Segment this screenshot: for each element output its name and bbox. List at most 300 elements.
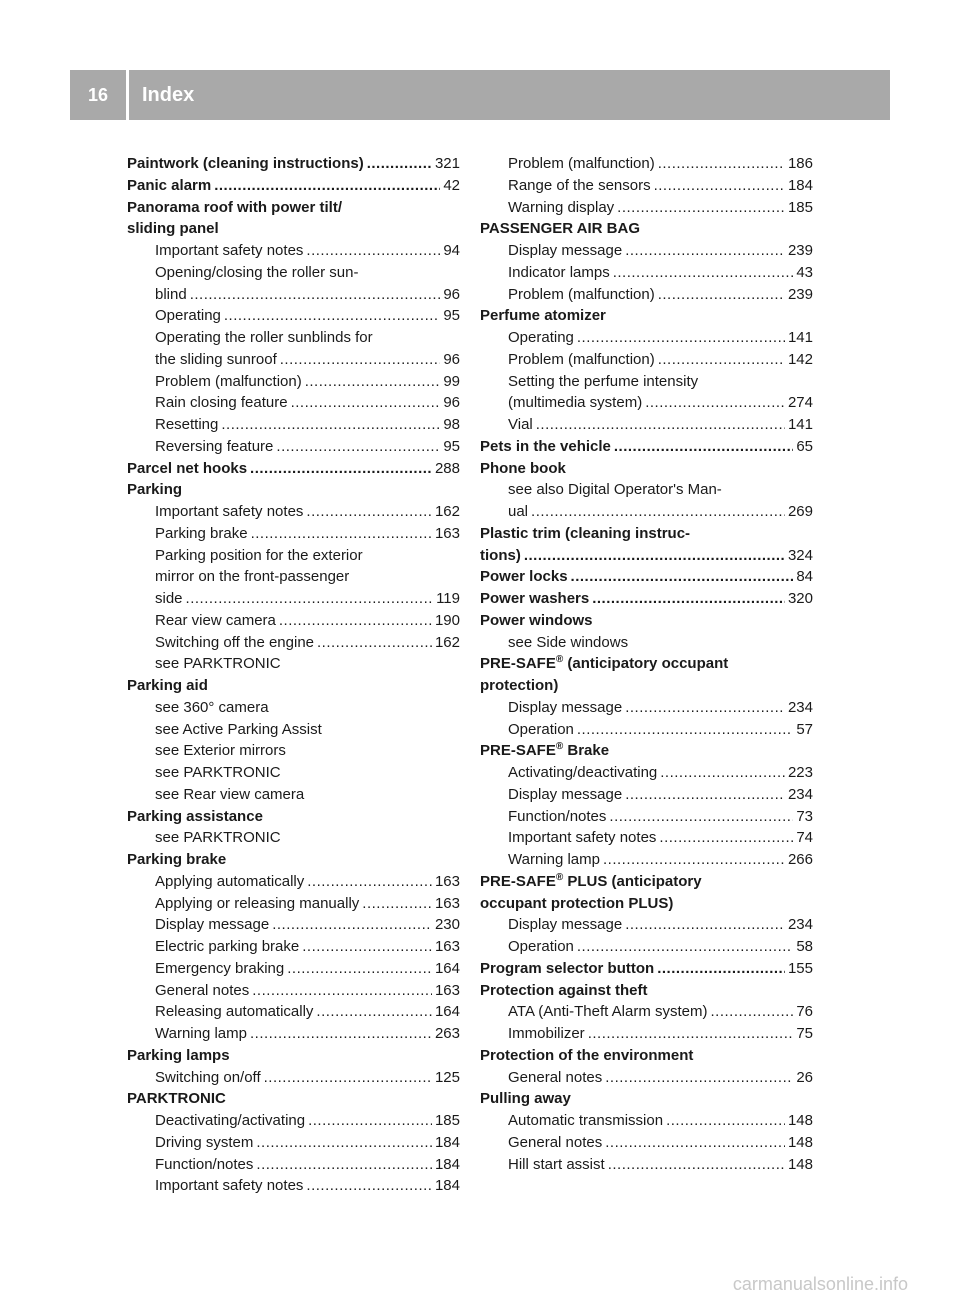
- entry-text: Parking assistance: [127, 807, 263, 825]
- entry-text: PASSENGER AIR BAG: [480, 220, 641, 238]
- index-subentry: [127, 523, 460, 545]
- page-ref: 162: [434, 503, 460, 520]
- index-entry: [480, 566, 813, 588]
- entry-text: Problem (malfunction): [508, 350, 655, 368]
- entry-text: Protection of the environment: [480, 1046, 694, 1064]
- index-column-right: [480, 153, 813, 1175]
- leader-dots: [609, 806, 793, 828]
- entry-text: Parking brake: [155, 524, 248, 542]
- entry-text: Problem (malfunction): [508, 285, 655, 303]
- leader-dots: [272, 914, 432, 936]
- entry-text: Immobilizer: [508, 1025, 585, 1042]
- entry-text: Power washers: [480, 590, 590, 607]
- index-entry: [480, 588, 813, 610]
- entry-text: Phone book: [480, 459, 566, 477]
- entry-text: Display message: [508, 242, 623, 259]
- entry-text: ual: [508, 503, 529, 520]
- index-subentry: [127, 653, 460, 675]
- entry-text: mirror on the front-passenger: [155, 568, 350, 586]
- page-ref: 58: [796, 938, 813, 955]
- entry-text: Operating: [508, 329, 574, 346]
- index-subentry: [480, 1001, 813, 1023]
- page-ref: 84: [796, 568, 813, 586]
- entry-text: Panorama roof with power tilt/: [127, 198, 343, 216]
- leader-dots: [608, 1154, 785, 1176]
- index-subentry: [127, 740, 460, 762]
- index-subentry: [127, 893, 460, 915]
- leader-dots: [603, 849, 785, 871]
- index-subentry: [480, 849, 813, 871]
- entry-text: General notes: [508, 1068, 603, 1086]
- index-subentry: [127, 327, 460, 349]
- index-subentry: [480, 479, 813, 501]
- entry-text: Parking lamps: [127, 1046, 230, 1064]
- index-subentry: [480, 1023, 813, 1045]
- index-subentry: [127, 566, 460, 588]
- entry-text: Setting the perfume intensity: [508, 372, 699, 390]
- index-subentry: [480, 175, 813, 197]
- page-ref: 230: [434, 916, 460, 934]
- entry-text: see Side windows: [508, 633, 629, 651]
- entry-text: protection): [480, 677, 559, 694]
- entry-text: Emergency braking: [155, 959, 285, 977]
- leader-dots: [190, 284, 441, 306]
- index-entry: [127, 675, 460, 697]
- entry-text: Driving system: [155, 1133, 254, 1151]
- entry-text: Function/notes: [155, 1155, 254, 1173]
- entry-text: Operation: [508, 938, 574, 955]
- leader-dots: [536, 414, 785, 436]
- entry-text: Plastic trim (cleaning instruc-: [480, 524, 691, 542]
- index-subentry: [480, 784, 813, 806]
- leader-dots: [658, 349, 785, 371]
- index-entry: [480, 1045, 813, 1067]
- entry-text: Important safety notes: [155, 1177, 304, 1195]
- leader-dots: [571, 566, 794, 588]
- index-subentry: [480, 327, 813, 349]
- entry-text: Function/notes: [508, 807, 607, 825]
- registered-mark: ®: [555, 654, 564, 666]
- entry-text: Problem (malfunction): [155, 372, 302, 390]
- entry-text: Problem (malfunction): [508, 155, 655, 172]
- page-ref: 269: [787, 503, 813, 520]
- leader-dots: [605, 1067, 793, 1089]
- index-subentry: [480, 240, 813, 262]
- index-subentry: [127, 632, 460, 654]
- entry-text: see PARKTRONIC: [155, 655, 281, 673]
- index-subentry: [127, 697, 460, 719]
- page-ref: 65: [796, 437, 813, 455]
- index-subentry: [127, 501, 460, 523]
- registered-mark: ®: [555, 871, 564, 883]
- entry-text: see Exterior mirrors: [155, 742, 286, 760]
- index-subentry: [480, 1154, 813, 1176]
- entry-text: (multimedia system): [508, 394, 643, 412]
- entry-text: Switching on/off: [155, 1068, 261, 1086]
- leader-dots: [658, 153, 785, 175]
- entry-text: Vial: [508, 416, 533, 433]
- leader-dots: [305, 371, 441, 393]
- index-subentry: [127, 240, 460, 262]
- entry-text: sliding panel: [127, 220, 219, 238]
- page-ref: 125: [434, 1068, 460, 1086]
- entry-text: Display message: [508, 785, 623, 803]
- entry-text: Paintwork (cleaning instructions): [127, 155, 364, 172]
- leader-dots: [625, 240, 785, 262]
- leader-dots: [666, 1110, 785, 1132]
- entry-text: Rain closing feature: [155, 394, 288, 412]
- page-ref: 184: [434, 1177, 460, 1195]
- page-ref: 163: [434, 872, 460, 890]
- index-entry: [127, 1045, 460, 1067]
- page-ref: 263: [434, 1025, 460, 1042]
- entry-text: Parking aid: [127, 677, 208, 694]
- entry-text: Warning lamp: [508, 851, 600, 868]
- entry-text: Pets in the vehicle: [480, 437, 611, 455]
- page-ref: 190: [434, 611, 460, 629]
- leader-dots: [306, 1175, 432, 1197]
- index-subentry: [127, 871, 460, 893]
- index-subentry: [480, 914, 813, 936]
- leader-dots: [645, 392, 785, 414]
- index-subentry: [127, 436, 460, 458]
- page-ref: 184: [787, 176, 813, 194]
- entry-text: side: [155, 590, 183, 607]
- index-entry: [127, 458, 460, 480]
- index-subentry: [480, 1110, 813, 1132]
- entry-text: Parking: [127, 481, 183, 499]
- leader-dots: [306, 501, 432, 523]
- index-subentry: [480, 197, 813, 219]
- index-subentry: [480, 632, 813, 654]
- index-subentry: [127, 1023, 460, 1045]
- index-subentry: [480, 501, 813, 523]
- index-subentry: [127, 349, 460, 371]
- entry-text: Deactivating/activating: [155, 1112, 306, 1129]
- watermark: carmanualsonline.info: [732, 1274, 908, 1294]
- entry-text: PRE-SAFE® Brake: [480, 741, 610, 760]
- leader-dots: [657, 958, 785, 980]
- index-subentry: [127, 588, 460, 610]
- page-ref: 239: [787, 285, 813, 303]
- leader-dots: [613, 262, 794, 284]
- index-entry: [480, 893, 813, 915]
- page-ref: 186: [787, 155, 813, 172]
- index-subentry: [480, 1132, 813, 1154]
- entry-text: see PARKTRONIC: [155, 764, 281, 781]
- page-ref: 234: [787, 785, 813, 803]
- entry-text: Power windows: [480, 611, 593, 629]
- index-subentry: [127, 284, 460, 306]
- page-ref: 141: [787, 416, 813, 433]
- index-entry: [480, 436, 813, 458]
- page-ref: 321: [434, 155, 460, 172]
- page-ref: 73: [796, 807, 813, 825]
- index-subentry: [480, 827, 813, 849]
- entry-text: Parking brake: [127, 851, 227, 868]
- page-ref: 184: [434, 1155, 460, 1173]
- index-entry: [480, 653, 813, 675]
- page-ref: 96: [443, 394, 460, 412]
- leader-dots: [577, 936, 793, 958]
- leader-dots: [614, 436, 793, 458]
- entry-text: see 360° camera: [155, 698, 269, 716]
- page-ref: 320: [787, 590, 813, 607]
- leader-dots: [362, 893, 432, 915]
- leader-dots: [531, 501, 785, 523]
- index-subentry: [127, 958, 460, 980]
- entry-text: Warning lamp: [155, 1025, 247, 1042]
- leader-dots: [524, 545, 785, 567]
- index-subentry: [480, 392, 813, 414]
- page-ref: 76: [796, 1003, 813, 1021]
- leader-dots: [279, 610, 432, 632]
- page-ref: 26: [796, 1068, 813, 1086]
- page-ref: 42: [443, 176, 460, 194]
- entry-text: Applying automatically: [155, 872, 305, 890]
- page-ref: 239: [787, 242, 813, 259]
- entry-text: Hill start assist: [508, 1155, 605, 1173]
- entry-text: blind: [155, 285, 187, 303]
- entry-text: Panic alarm: [127, 176, 212, 194]
- entry-text: Switching off the engine: [155, 633, 315, 651]
- index-subentry: [127, 980, 460, 1002]
- page-ref: 119: [436, 590, 460, 607]
- page-ref: 98: [443, 416, 460, 433]
- entry-text: Activating/deactivating: [508, 764, 658, 781]
- page-ref: 75: [796, 1025, 813, 1042]
- leader-dots: [577, 719, 793, 741]
- entry-text: Pulling away: [480, 1090, 571, 1108]
- index-entry: [127, 479, 460, 501]
- page-ref: 274: [787, 394, 813, 412]
- page-ref: 96: [443, 285, 460, 303]
- entry-text: Display message: [155, 916, 270, 934]
- entry-text: see PARKTRONIC: [155, 829, 281, 847]
- entry-text: see Rear view camera: [155, 785, 305, 803]
- leader-dots: [186, 588, 434, 610]
- leader-dots: [291, 392, 441, 414]
- index-subentry: [127, 784, 460, 806]
- index-subentry: [480, 153, 813, 175]
- leader-dots: [317, 632, 432, 654]
- entry-text: Electric parking brake: [155, 938, 300, 955]
- index-subentry: [127, 1067, 460, 1089]
- leader-dots: [625, 784, 785, 806]
- page-ref: 99: [443, 372, 460, 390]
- entry-text: Power locks: [480, 568, 568, 586]
- entry-text: Display message: [508, 916, 623, 934]
- page-ref: 95: [443, 307, 460, 325]
- page-ref: 266: [787, 851, 813, 868]
- leader-dots: [308, 1110, 432, 1132]
- leader-dots: [588, 1023, 794, 1045]
- leader-dots: [280, 349, 441, 371]
- page-ref: 163: [434, 524, 460, 542]
- entry-text: ATA (Anti-Theft Alarm system): [508, 1003, 708, 1021]
- index-subentry: [127, 305, 460, 327]
- index-entry: [480, 675, 813, 697]
- entry-text: Automatic transmission: [508, 1112, 664, 1129]
- leader-dots: [659, 827, 793, 849]
- page-ref: 57: [796, 720, 813, 738]
- index-subentry: [127, 1110, 460, 1132]
- page-title: Index: [142, 83, 195, 106]
- entry-text: tions): [480, 546, 521, 564]
- page-ref: 234: [787, 698, 813, 716]
- index-subentry: [480, 414, 813, 436]
- leader-dots: [605, 1132, 785, 1154]
- index-subentry: [127, 827, 460, 849]
- entry-text: Rear view camera: [155, 611, 276, 629]
- index-entry: [127, 175, 460, 197]
- index-entry: [480, 980, 813, 1002]
- leader-dots: [276, 436, 440, 458]
- index-entry: [127, 1088, 460, 1110]
- leader-dots: [577, 327, 785, 349]
- index-entry: [480, 523, 813, 545]
- page-ref: 142: [787, 350, 813, 368]
- leader-dots: [710, 1001, 793, 1023]
- index-subentry: [127, 414, 460, 436]
- leader-dots: [250, 458, 432, 480]
- index-entry: [480, 545, 813, 567]
- index-entry: [127, 153, 460, 175]
- entry-text: Opening/closing the roller sun-: [155, 263, 359, 281]
- entry-text: Indicator lamps: [508, 263, 610, 281]
- index-entry: [127, 218, 460, 240]
- entry-text: the sliding sunroof: [155, 350, 277, 368]
- leader-dots: [660, 762, 785, 784]
- entry-text: PRE-SAFE® (anticipatory occupant: [480, 654, 729, 673]
- index-entry: [127, 849, 460, 871]
- index-subentry: [480, 349, 813, 371]
- entry-text: Perfume atomizer: [480, 307, 606, 325]
- page-ref: 163: [434, 894, 460, 912]
- page-ref: 148: [787, 1112, 813, 1129]
- page-ref: 43: [796, 263, 813, 281]
- page-ref: 96: [443, 350, 460, 368]
- index-entry: [127, 197, 460, 219]
- page-ref: 185: [787, 198, 813, 216]
- leader-dots: [617, 197, 785, 219]
- page-ref: 95: [443, 437, 460, 455]
- page-ref: 184: [434, 1133, 460, 1151]
- page-ref: 223: [787, 764, 813, 781]
- entry-text: Resetting: [155, 416, 219, 433]
- leader-dots: [625, 697, 785, 719]
- page-ref: 155: [787, 959, 813, 977]
- leader-dots: [306, 240, 440, 262]
- index-subentry: [127, 1154, 460, 1176]
- page-ref: 324: [787, 546, 813, 564]
- leader-dots: [250, 1023, 432, 1045]
- leader-dots: [592, 588, 785, 610]
- index-entry: [480, 871, 813, 893]
- page-ref: 164: [434, 1003, 460, 1021]
- entry-text: Program selector button: [480, 959, 655, 977]
- header-divider: [126, 70, 129, 120]
- entry-text: Operation: [508, 720, 574, 738]
- index-column-left: [127, 153, 460, 1197]
- index-subentry: [480, 936, 813, 958]
- index-subentry: [127, 1175, 460, 1197]
- page-ref: 148: [787, 1155, 813, 1173]
- entry-text: see also Digital Operator's Man-: [508, 481, 722, 499]
- page-ref: 288: [434, 459, 460, 477]
- entry-text: Range of the sensors: [508, 176, 651, 194]
- leader-dots: [224, 305, 440, 327]
- leader-dots: [367, 153, 432, 175]
- leader-dots: [221, 414, 440, 436]
- index-subentry: [127, 610, 460, 632]
- index-subentry: [480, 284, 813, 306]
- entry-text: Important safety notes: [155, 242, 304, 259]
- index-subentry: [480, 262, 813, 284]
- leader-dots: [316, 1001, 432, 1023]
- entry-text: PRE-SAFE® PLUS (anticipatory: [480, 871, 702, 890]
- entry-text: Display message: [508, 698, 623, 716]
- index-entry: [127, 806, 460, 828]
- page-ref: 74: [796, 829, 813, 847]
- page-number: 16: [87, 84, 109, 105]
- entry-text: occupant protection PLUS): [480, 894, 674, 912]
- index-subentry: [127, 762, 460, 784]
- entry-text: PARKTRONIC: [127, 1090, 226, 1108]
- leader-dots: [625, 914, 785, 936]
- entry-text: Protection against theft: [480, 981, 648, 999]
- entry-text: Operating: [155, 307, 221, 325]
- entry-text: Warning display: [508, 198, 615, 216]
- index-subentry: [127, 914, 460, 936]
- page-ref: 163: [434, 938, 460, 955]
- index-entry: [480, 610, 813, 632]
- index-entry: [480, 218, 813, 240]
- leader-dots: [307, 871, 432, 893]
- leader-dots: [256, 1154, 432, 1176]
- index-entry: [480, 305, 813, 327]
- leader-dots: [256, 1132, 432, 1154]
- leader-dots: [658, 284, 785, 306]
- page-ref: 185: [434, 1112, 460, 1129]
- index-entry: [480, 740, 813, 762]
- entry-text: General notes: [155, 981, 250, 999]
- leader-dots: [287, 958, 432, 980]
- entry-text: Operating the roller sunblinds for: [155, 329, 373, 346]
- registered-mark: ®: [555, 741, 564, 753]
- index-subentry: [127, 262, 460, 284]
- leader-dots: [264, 1067, 432, 1089]
- page-ref: 94: [443, 242, 460, 259]
- index-subentry: [127, 371, 460, 393]
- page-ref: 148: [787, 1133, 813, 1151]
- index-subentry: [480, 806, 813, 828]
- index-subentry: [480, 371, 813, 393]
- leader-dots: [302, 936, 432, 958]
- index-subentry: [480, 697, 813, 719]
- entry-text: see Active Parking Assist: [155, 720, 322, 738]
- leader-dots: [654, 175, 785, 197]
- index-subentry: [127, 936, 460, 958]
- index-subentry: [127, 392, 460, 414]
- entry-text: General notes: [508, 1133, 603, 1151]
- entry-text: Parcel net hooks: [127, 459, 248, 477]
- index-subentry: [127, 719, 460, 741]
- index-entry: [480, 1088, 813, 1110]
- leader-dots: [251, 523, 432, 545]
- page-header: [70, 70, 890, 120]
- page-ref: 164: [434, 959, 460, 977]
